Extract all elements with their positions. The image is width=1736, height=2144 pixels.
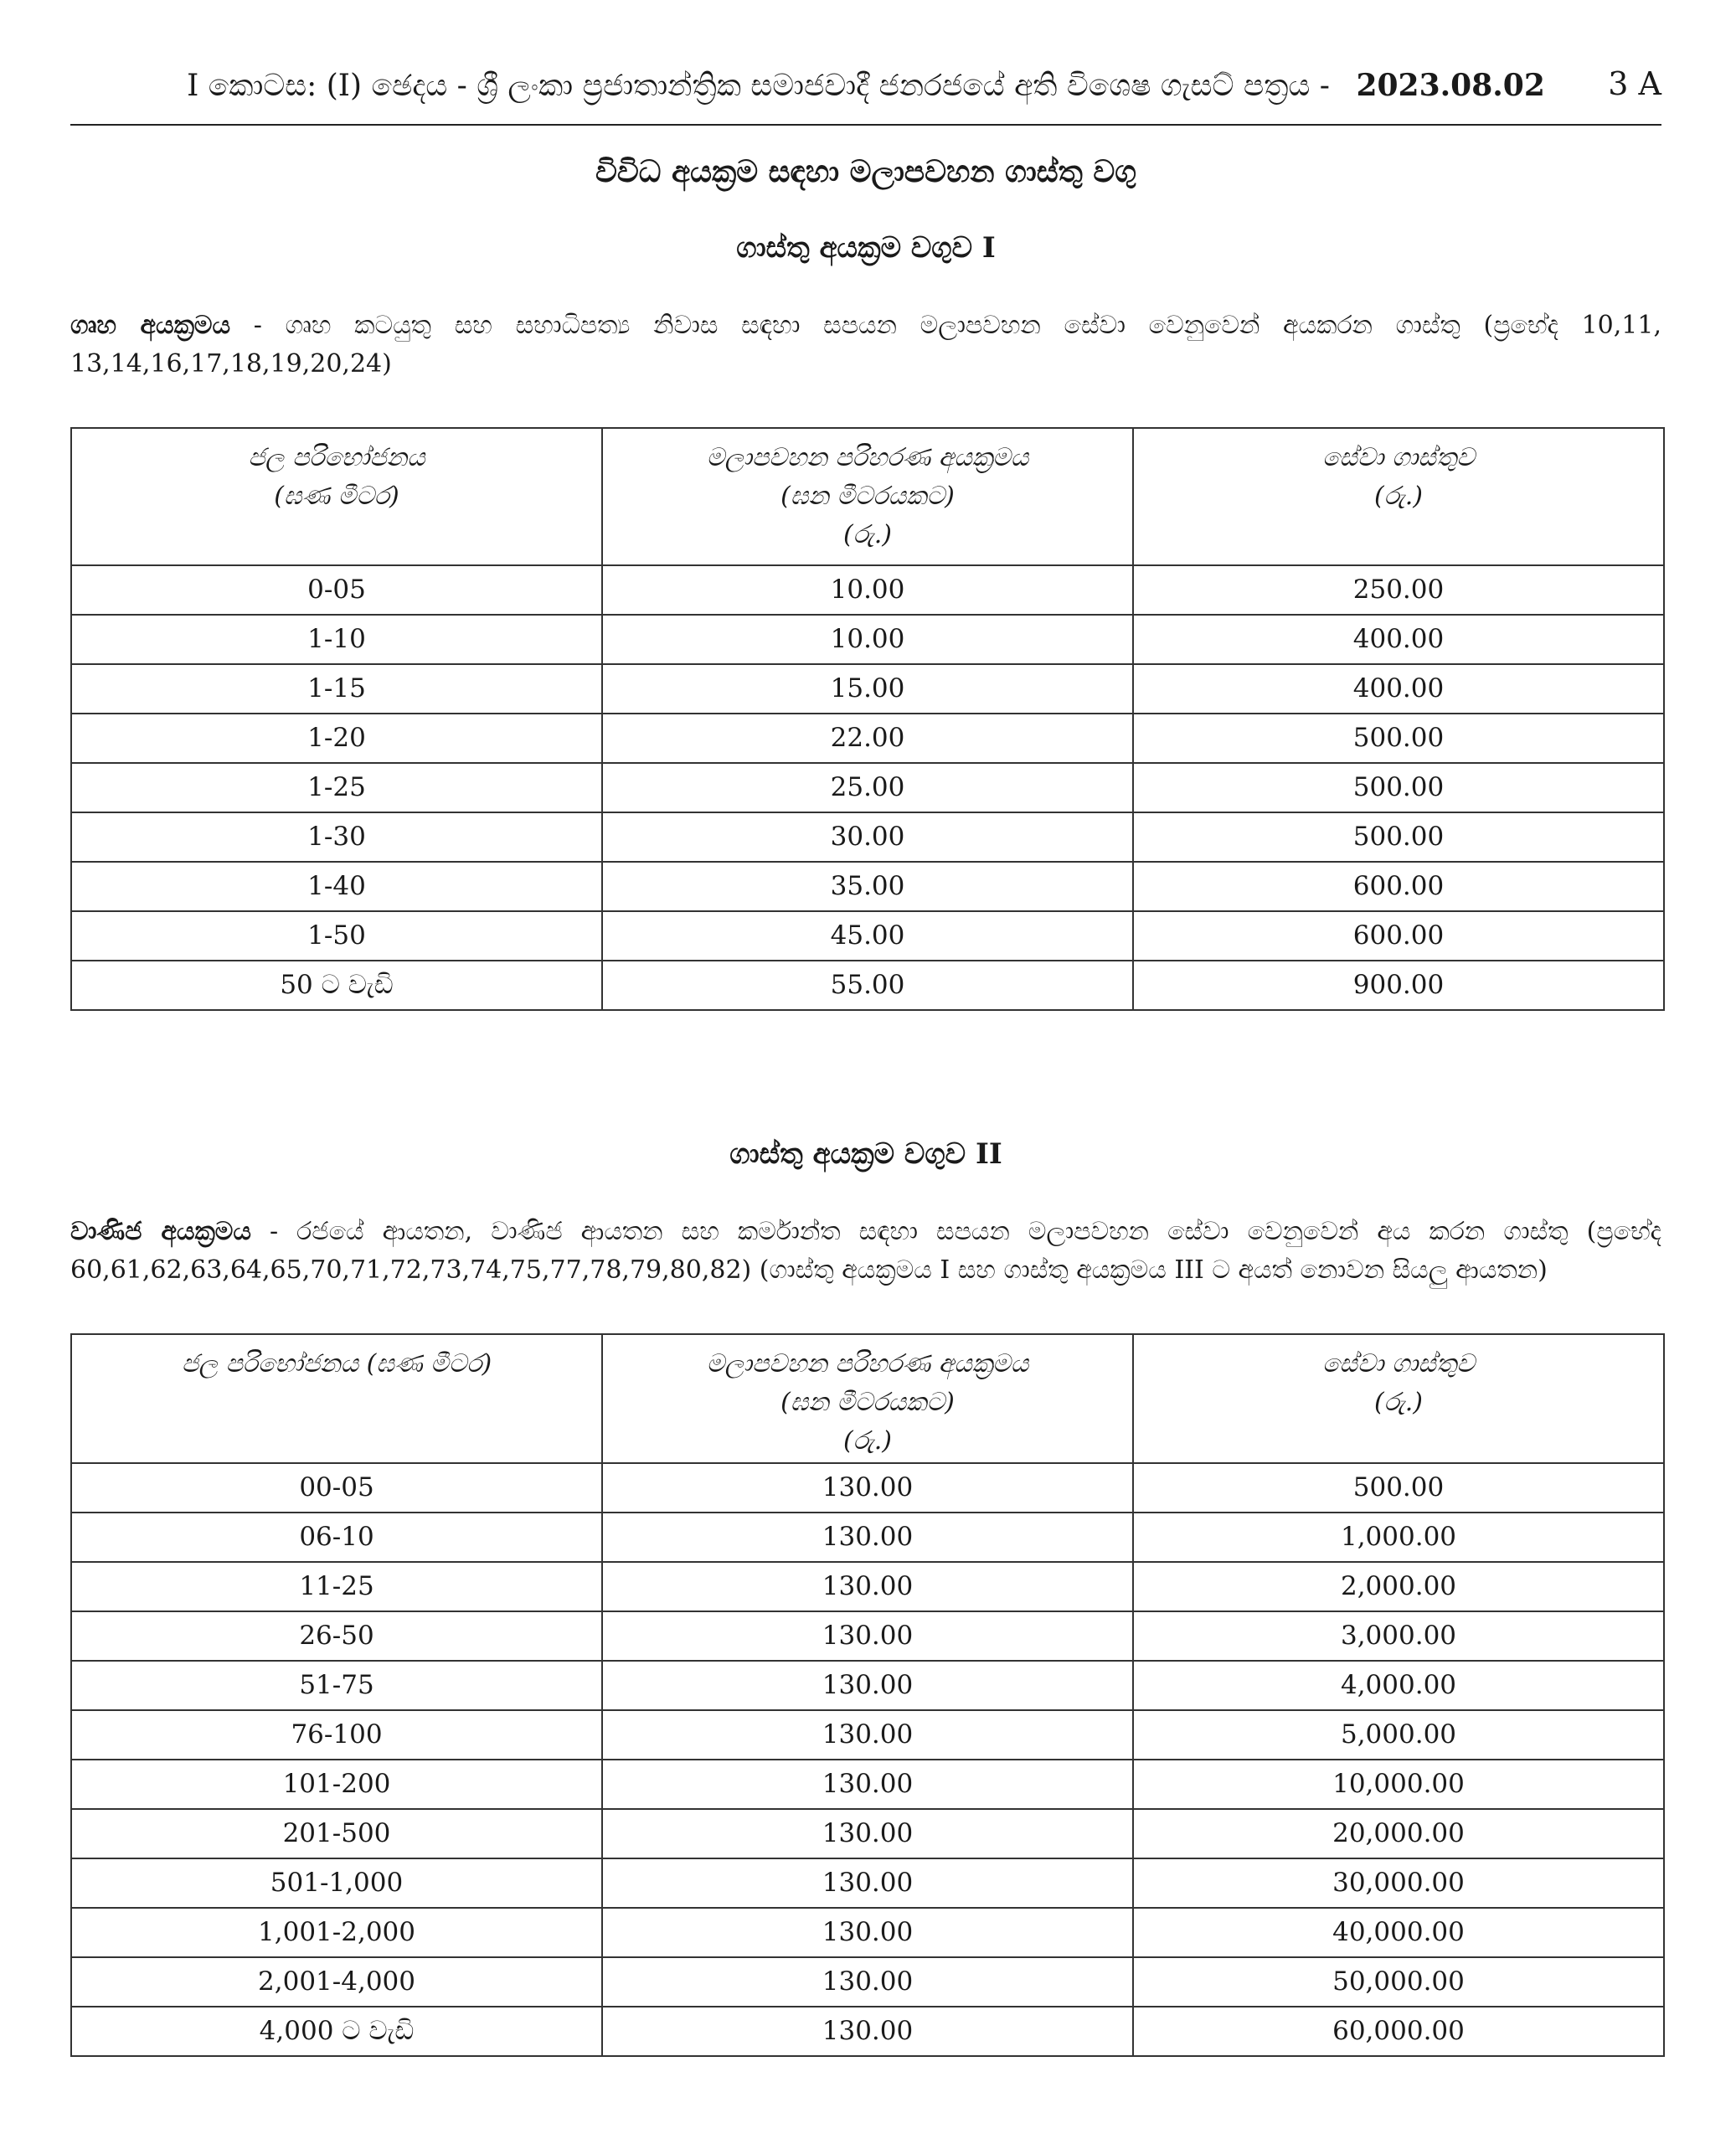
table-row	[71, 1957, 1664, 2007]
section1-fee-table	[70, 427, 1665, 1011]
table-row	[71, 1463, 1664, 1513]
running-header	[70, 67, 1661, 105]
cell-consumption: 101-200	[71, 1760, 602, 1809]
cell-consumption: 06-10	[71, 1513, 602, 1562]
cell-service-charge: 900.00	[1133, 961, 1664, 1010]
cell-disposal-rate: 130.00	[602, 1809, 1133, 1858]
cell-consumption: 11-25	[71, 1562, 602, 1611]
header-divider	[70, 124, 1661, 126]
table-row	[71, 1611, 1664, 1661]
cell-disposal-rate: 10.00	[602, 565, 1133, 615]
cell-consumption: 1-50	[71, 911, 602, 961]
col-header-service-charge: සේවා ගාස්තුව (රු.)	[1133, 1334, 1664, 1463]
table-row	[71, 664, 1664, 714]
cell-service-charge: 500.00	[1133, 714, 1664, 763]
table-row	[71, 763, 1664, 812]
section2-description	[70, 1213, 1661, 1290]
cell-service-charge: 2,000.00	[1133, 1562, 1664, 1611]
table-row	[71, 961, 1664, 1010]
col-header-service-charge: සේවා ගාස්තුව (රු.)	[1133, 428, 1664, 565]
cell-disposal-rate: 10.00	[602, 615, 1133, 664]
cell-disposal-rate: 130.00	[602, 1908, 1133, 1957]
section1-desc-label: ගෘහ අයක්‍රමය	[70, 311, 231, 340]
table-row	[71, 1513, 1664, 1562]
table-row	[71, 812, 1664, 862]
cell-disposal-rate: 45.00	[602, 911, 1133, 961]
cell-consumption: 26-50	[71, 1611, 602, 1661]
table-row	[71, 862, 1664, 911]
cell-service-charge: 250.00	[1133, 565, 1664, 615]
section1-desc-text: - ගෘහ කටයුතු සහ සහාධිපත්‍ය නිවාස සඳහා සපයන මලාපවහන සේවා වෙනුවෙන් අයකරන ගාස්තු (ප්‍රභේද 10,11, 13,14,16,17,18,19,20,24)	[70, 311, 1661, 379]
cell-disposal-rate: 55.00	[602, 961, 1133, 1010]
cell-service-charge: 500.00	[1133, 812, 1664, 862]
cell-service-charge: 40,000.00	[1133, 1908, 1664, 1957]
cell-consumption: 1-15	[71, 664, 602, 714]
cell-service-charge: 500.00	[1133, 763, 1664, 812]
section2-title: ගාස්තු අයක්‍රම වගුව II	[729, 1137, 1002, 1171]
table-row	[71, 1661, 1664, 1710]
section2-desc-text: - රජයේ ආයතන, වාණිජ ආයතන සහ කර්මාන්ත සඳහා සපයන මලාපවහන සේවා වෙනුවෙන් අය කරන ගාස්තු (ප්‍රභේද 60,61,62,63,64,65,70,71,72,73,74,75,77,78,79,80,82) (ගාස්තු අයක්‍රමය I සහ ගාස්තු අයක්‍රමය III ට අයත් නොවන සියලු ආයතන)	[70, 1217, 1661, 1285]
table-row	[71, 1809, 1664, 1858]
table-row	[71, 1908, 1664, 1957]
cell-consumption: 201-500	[71, 1809, 602, 1858]
table-row	[71, 911, 1664, 961]
cell-disposal-rate: 130.00	[602, 1463, 1133, 1513]
section2-fee-table	[70, 1333, 1665, 2057]
table-header-row	[71, 1334, 1664, 1463]
table-row	[71, 565, 1664, 615]
cell-consumption: 1-25	[71, 763, 602, 812]
cell-consumption: 0-05	[71, 565, 602, 615]
cell-consumption: 4,000 ට වැඩි	[71, 2007, 602, 2056]
table-row	[71, 1858, 1664, 1908]
cell-disposal-rate: 130.00	[602, 1710, 1133, 1760]
cell-disposal-rate: 130.00	[602, 2007, 1133, 2056]
cell-disposal-rate: 30.00	[602, 812, 1133, 862]
table-row	[71, 714, 1664, 763]
cell-service-charge: 1,000.00	[1133, 1513, 1664, 1562]
table-row	[71, 615, 1664, 664]
cell-consumption: 00-05	[71, 1463, 602, 1513]
cell-consumption: 1-20	[71, 714, 602, 763]
cell-consumption: 76-100	[71, 1710, 602, 1760]
cell-service-charge: 600.00	[1133, 862, 1664, 911]
table-row	[71, 1562, 1664, 1611]
cell-consumption: 1-10	[71, 615, 602, 664]
cell-service-charge: 4,000.00	[1133, 1661, 1664, 1710]
col-header-consumption: ජල පරිභෝජනය (ඝණ මීටර)	[71, 428, 602, 565]
cell-service-charge: 10,000.00	[1133, 1760, 1664, 1809]
cell-consumption: 50 ට වැඩි	[71, 961, 602, 1010]
cell-consumption: 1-30	[71, 812, 602, 862]
cell-consumption: 2,001-4,000	[71, 1957, 602, 2007]
cell-disposal-rate: 130.00	[602, 1760, 1133, 1809]
cell-service-charge: 600.00	[1133, 911, 1664, 961]
cell-consumption: 1-40	[71, 862, 602, 911]
section1-title: ගාස්තු අයක්‍රම වගුව I	[736, 231, 996, 265]
cell-service-charge: 400.00	[1133, 615, 1664, 664]
cell-consumption: 501-1,000	[71, 1858, 602, 1908]
cell-service-charge: 30,000.00	[1133, 1858, 1664, 1908]
col-header-consumption: ජල පරිභෝජනය (ඝණ මීටර)	[71, 1334, 602, 1463]
cell-service-charge: 5,000.00	[1133, 1710, 1664, 1760]
cell-disposal-rate: 130.00	[602, 1661, 1133, 1710]
table-row	[71, 1760, 1664, 1809]
cell-disposal-rate: 15.00	[602, 664, 1133, 714]
col-header-disposal-rate: මලාපවහන පරිහරණ අයක්‍රමය (ඝන මීටරයකට) (රු.)	[602, 428, 1133, 565]
cell-disposal-rate: 22.00	[602, 714, 1133, 763]
table-row	[71, 1710, 1664, 1760]
page-number: 3 A	[1608, 65, 1661, 102]
cell-service-charge: 400.00	[1133, 664, 1664, 714]
header-text: I කොටස: (I) ඡෙදය - ශ්‍රී ලංකා ප්‍රජාතාන්ත්‍රික සමාජවාදී ජනරජයේ අති විශෙෂ ගැසට් පත්‍රය -	[187, 69, 1330, 103]
cell-service-charge: 3,000.00	[1133, 1611, 1664, 1661]
table-header-row	[71, 428, 1664, 565]
header-date: 2023.08.02	[1356, 68, 1545, 103]
cell-disposal-rate: 130.00	[602, 1957, 1133, 2007]
section2-desc-label: වාණිජ අයක්‍රමය	[70, 1217, 251, 1246]
cell-service-charge: 60,000.00	[1133, 2007, 1664, 2056]
cell-disposal-rate: 130.00	[602, 1858, 1133, 1908]
cell-disposal-rate: 25.00	[602, 763, 1133, 812]
cell-consumption: 51-75	[71, 1661, 602, 1710]
col-header-disposal-rate: මලාපවහන පරිහරණ අයක්‍රමය (ඝන මීටරයකට) (රු.)	[602, 1334, 1133, 1463]
cell-disposal-rate: 130.00	[602, 1611, 1133, 1661]
table-row	[71, 2007, 1664, 2056]
cell-consumption: 1,001-2,000	[71, 1908, 602, 1957]
cell-service-charge: 20,000.00	[1133, 1809, 1664, 1858]
cell-disposal-rate: 130.00	[602, 1562, 1133, 1611]
cell-service-charge: 500.00	[1133, 1463, 1664, 1513]
cell-disposal-rate: 35.00	[602, 862, 1133, 911]
cell-service-charge: 50,000.00	[1133, 1957, 1664, 2007]
cell-disposal-rate: 130.00	[602, 1513, 1133, 1562]
section1-description	[70, 307, 1661, 384]
page-title: විවිධ අයක්‍රම සඳහා මලාපවහන ගාස්තු වගු	[595, 154, 1137, 189]
